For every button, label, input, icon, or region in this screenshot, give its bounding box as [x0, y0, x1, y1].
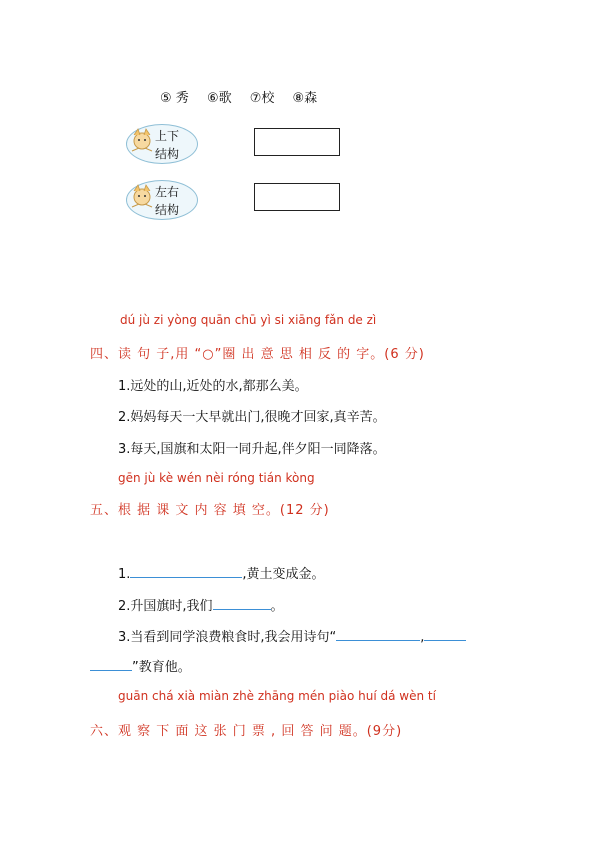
- structure-line1: 上下: [155, 129, 180, 143]
- structure-label-left-right: [126, 180, 198, 220]
- fill-blank-3a[interactable]: [336, 628, 420, 641]
- character-choices: [160, 87, 331, 106]
- choice-8: ⑧森: [292, 91, 318, 106]
- section5-item-2: [118, 595, 284, 614]
- item1-prefix: 1.: [118, 567, 131, 582]
- choice-7: ⑦校: [249, 91, 275, 106]
- section5-item-3: [118, 626, 466, 645]
- section6-pinyin: guān chá xià miàn zhè zhāng mén piào huí dá wèn tí: [118, 689, 436, 703]
- section4-heading: 四、读 句 子,用 “○”圈 出 意 思 相 反 的 字。(6 分): [90, 347, 425, 362]
- mascot-icon: [129, 127, 155, 157]
- structure-line1: 左右: [155, 185, 180, 199]
- section5-pinyin: gēn jù kè wén nèi róng tián kòng: [118, 471, 315, 485]
- item3-suffix: ”教育他。: [132, 660, 191, 675]
- section5-heading: 五、根 据 课 文 内 容 填 空。(12 分): [90, 503, 330, 518]
- choice-5: ⑤ 秀: [160, 91, 189, 106]
- item2-prefix: 2.升国旗时,我们: [118, 599, 213, 614]
- item1-suffix: ,黄土变成金。: [242, 567, 325, 582]
- choice-6: ⑥歌: [206, 91, 232, 106]
- item3-prefix: 3.当看到同学浪费粮食时,我会用诗句“: [118, 630, 337, 645]
- structure-line2: 结构: [155, 147, 180, 161]
- item2-suffix: 。: [270, 599, 284, 614]
- fill-blank-3b[interactable]: [424, 628, 466, 641]
- fill-blank-3c[interactable]: [90, 658, 132, 671]
- section4-item-1: 1.远处的山,近处的水,都那么美。: [118, 379, 308, 394]
- section5-item-1: [118, 563, 325, 582]
- answer-box-left-right[interactable]: [254, 183, 340, 211]
- mascot-icon: [129, 183, 155, 213]
- fill-blank-2[interactable]: [213, 597, 271, 610]
- structure-label-top-bottom: [126, 124, 198, 164]
- section4-item-2: 2.妈妈每天一大早就出门,很晚才回家,真辛苦。: [118, 410, 386, 425]
- section5-item-3-continued: [90, 656, 191, 675]
- section6-heading: 六、观 察 下 面 这 张 门 票 , 回 答 问 题。(9分): [90, 724, 403, 739]
- fill-blank-1[interactable]: [130, 565, 242, 578]
- answer-box-top-bottom[interactable]: [254, 128, 340, 156]
- item3-mid: ,: [420, 630, 425, 645]
- section4-pinyin: dú jù zi yòng quān chū yì si xiāng fǎn de zì: [120, 313, 377, 327]
- section4-item-3: 3.每天,国旗和太阳一同升起,伴夕阳一同降落。: [118, 442, 386, 457]
- structure-line2: 结构: [155, 203, 180, 217]
